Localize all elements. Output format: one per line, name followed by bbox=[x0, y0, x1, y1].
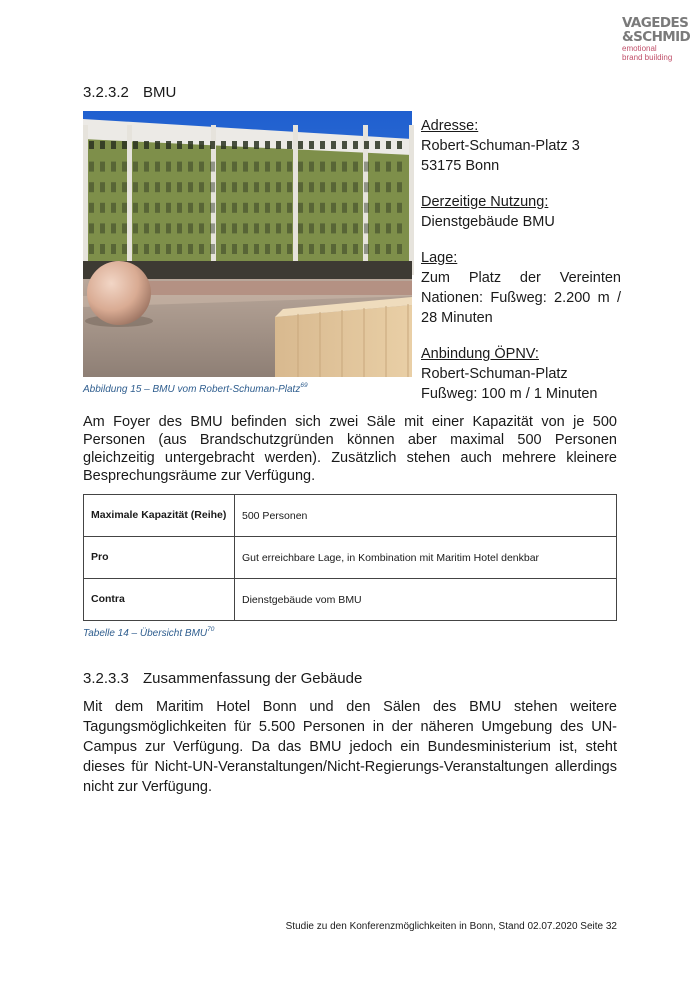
logo-tagline-2: brand building bbox=[622, 52, 673, 62]
figure-caption bbox=[83, 384, 308, 395]
bmu-description-paragraph: Am Foyer des BMU befinden sich zwei Säle mit einer Kapazität von je 500 Personen (aus Brandschutzgründen können aber maximal 500 Personen gleichzeitig untergebracht werden). Zusätzlich stehen auch mehrere kleinere Besprechungsräume zur Verfügung. bbox=[83, 414, 617, 484]
table-footnote-ref[interactable]: 70 bbox=[207, 626, 215, 633]
figure-footnote-ref[interactable]: 69 bbox=[300, 382, 308, 389]
table-value-cell: Gut erreichbare Lage, in Kombination mit Maritim Hotel denkbar bbox=[235, 537, 617, 579]
section-title: BMU bbox=[143, 84, 177, 101]
section-heading-summary bbox=[83, 670, 362, 687]
section-title: Zusammenfassung der Gebäude bbox=[143, 670, 363, 687]
page-footer: Studie zu den Konferenzmöglichkeiten in Bonn, Stand 02.07.2020 Seite 32 bbox=[285, 921, 617, 932]
location-value: Zum Platz der Vereinten Nationen: Fußweg: 2.200 m / 28 Minuten bbox=[421, 270, 621, 326]
table-row bbox=[84, 579, 617, 621]
bmu-overview-table bbox=[83, 494, 617, 621]
bmu-building-photo bbox=[83, 111, 412, 377]
table-value-cell: Dienstgebäude vom BMU bbox=[235, 579, 617, 621]
table-key-cell: Maximale Kapazität (Reihe) bbox=[84, 495, 235, 537]
section-heading-bmu bbox=[83, 84, 176, 101]
logo-tagline-1: emotional bbox=[622, 44, 657, 53]
address-label: Adresse: bbox=[421, 118, 479, 134]
transit-label: Anbindung ÖPNV: bbox=[421, 346, 539, 362]
location-label: Lage: bbox=[421, 250, 458, 266]
table-row bbox=[84, 495, 617, 537]
address-line-2: 53175 Bonn bbox=[421, 158, 500, 174]
logo-line-1: VAGEDES bbox=[622, 15, 689, 31]
usage-label: Derzeitige Nutzung: bbox=[421, 194, 549, 210]
usage-value: Dienstgebäude BMU bbox=[421, 214, 555, 230]
figure-caption-text: Abbildung 15 – BMU vom Robert-Schuman-Platz bbox=[83, 384, 301, 395]
table-value-cell: 500 Personen bbox=[235, 495, 617, 537]
table-key-cell: Contra bbox=[84, 579, 235, 621]
table-caption-text: Tabelle 14 – Übersicht BMU bbox=[83, 628, 208, 639]
address-line-1: Robert-Schuman-Platz 3 bbox=[421, 138, 580, 154]
table-row bbox=[84, 537, 617, 579]
bmu-info-panel bbox=[421, 116, 621, 402]
summary-paragraph: Mit dem Maritim Hotel Bonn und den Sälen des BMU stehen weitere Tagungsmöglichkeiten für 5.500 Personen in der näheren Umgebung des UN-Campus zur Verfügung. Da das BMU jedoch ein Bundesministerium ist, steht dieses für Nicht-UN-Veranstaltungen/Nicht-Regierungs-Veranstaltungen allerdings nicht zur Verfügung. bbox=[83, 699, 617, 795]
section-number: 3.2.3.2 bbox=[83, 84, 129, 101]
transit-line-2: Fußweg: 100 m / 1 Minuten bbox=[421, 386, 598, 402]
company-logo bbox=[622, 15, 691, 62]
logo-line-2: &SCHMID bbox=[622, 29, 691, 45]
section-number: 3.2.3.3 bbox=[83, 670, 129, 687]
table-key-cell: Pro bbox=[84, 537, 235, 579]
table-caption bbox=[83, 628, 214, 639]
transit-line-1: Robert-Schuman-Platz bbox=[421, 366, 568, 382]
